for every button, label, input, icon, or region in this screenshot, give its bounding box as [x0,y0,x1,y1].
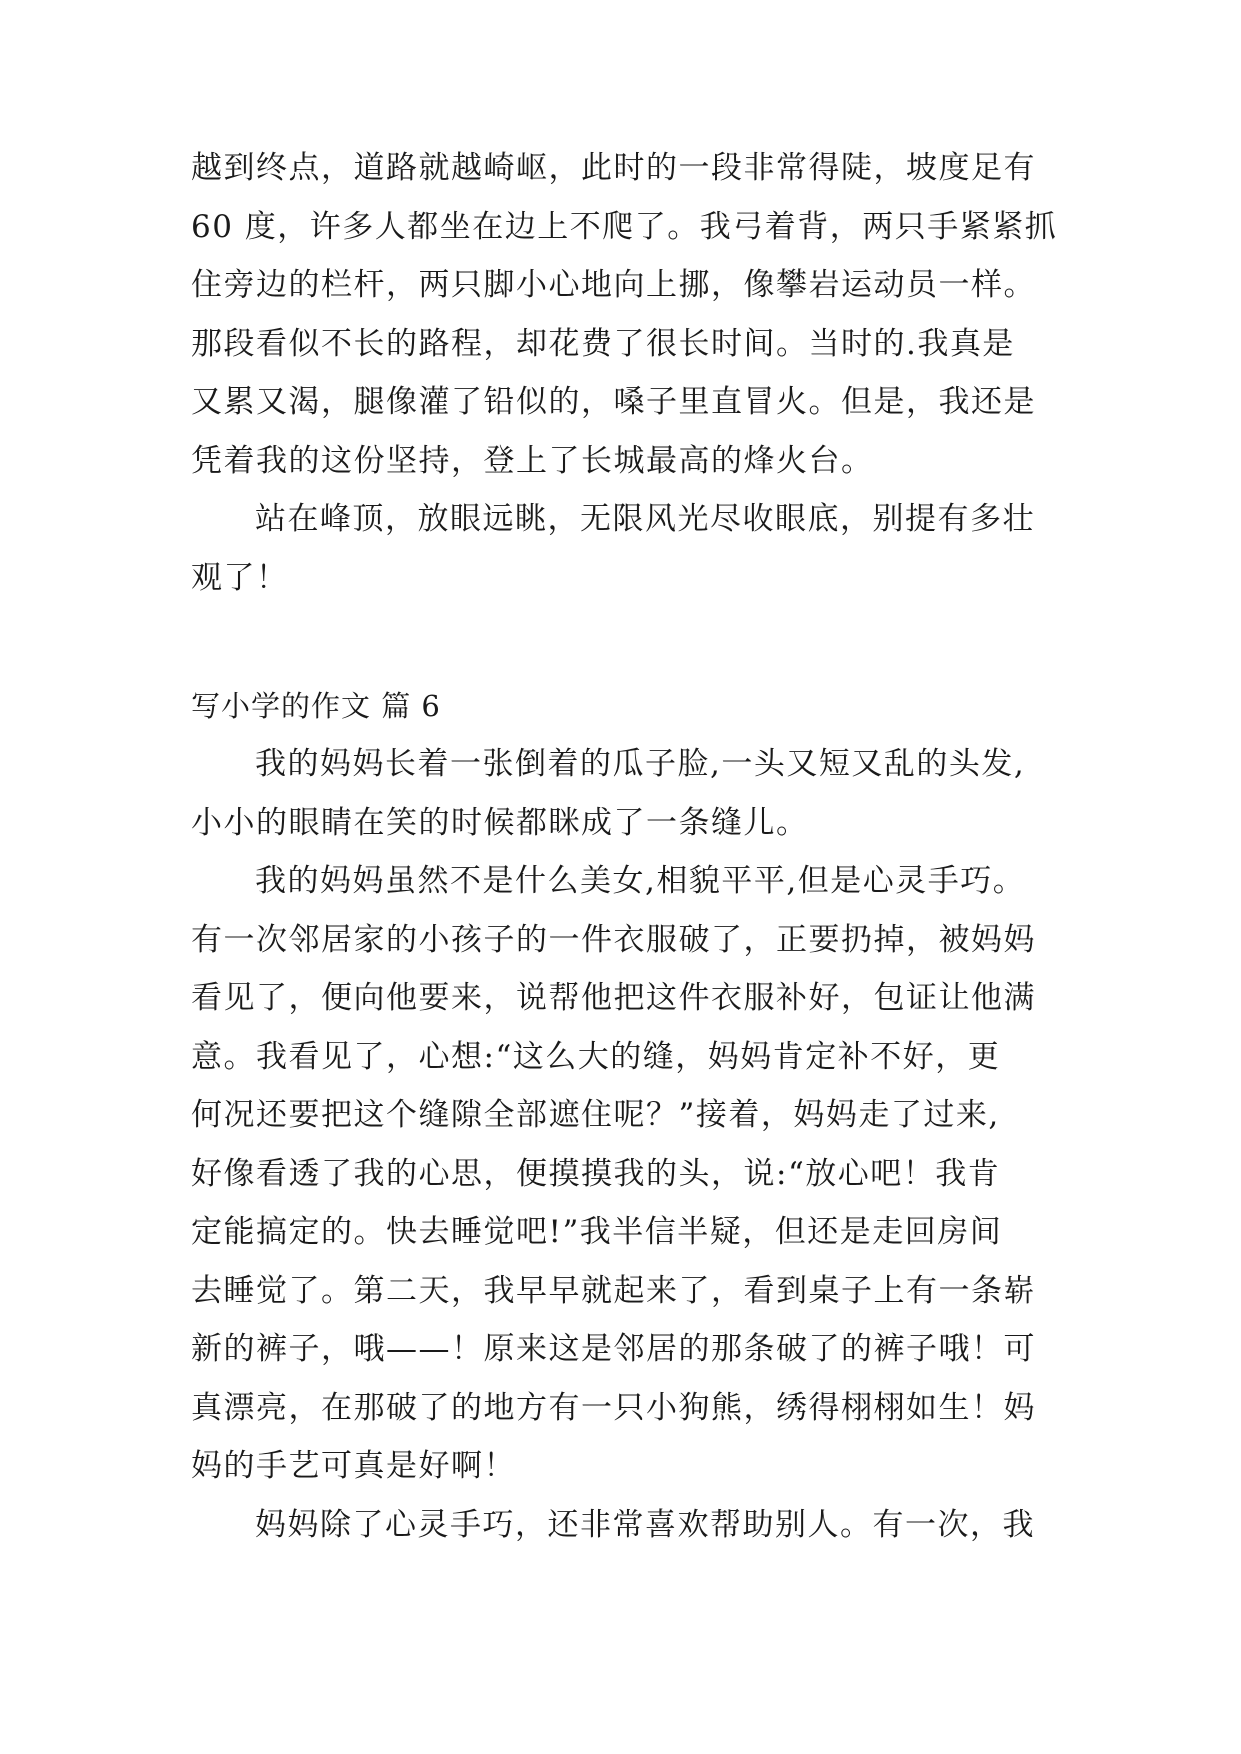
paragraph-line: 去睡觉了。第二天，我早早就起来了，看到桌子上有一条崭 [191,1273,1036,1309]
paragraph-line: 凭着我的这份坚持，登上了长城最高的烽火台。 [191,443,874,479]
paragraph-line: 新的裤子，哦——！原来这是邻居的那条破了的裤子哦！可 [191,1331,1036,1367]
paragraph-line: 站在峰顶，放眼远眺，无限风光尽收眼底，别提有多壮 [255,501,1035,537]
paragraph-line: 观了！ [191,560,289,596]
paragraph-line: 妈妈除了心灵手巧，还非常喜欢帮助别人。有一次，我 [255,1507,1035,1543]
paragraph-line: 意。我看见了，心想:“这么大的缝，妈妈肯定补不好，更 [191,1039,1001,1075]
paragraph-line: 我的妈妈长着一张倒着的瓜子脸,一头又短又乱的头发, [255,746,1026,782]
paragraph-line: 真漂亮，在那破了的地方有一只小狗熊，绣得栩栩如生！妈 [191,1390,1036,1426]
paragraph-line: 又累又渴，腿像灌了铅似的，嗓子里直冒火。但是，我还是 [191,384,1036,420]
paragraph-line: 有一次邻居家的小孩子的一件衣服破了，正要扔掉，被妈妈 [191,922,1036,958]
paragraph-line: 看见了，便向他要来，说帮他把这件衣服补好，包证让他满 [191,980,1036,1016]
paragraph-line: 越到终点，道路就越崎岖，此时的一段非常得陡，坡度足有 [191,150,1036,186]
paragraph-line: 何况还要把这个缝隙全部遮住呢？”接着，妈妈走了过来, [191,1097,1000,1133]
paragraph-line: 那段看似不长的路程，却花费了很长时间。当时的.我真是 [191,326,1015,362]
paragraph-line: 小小的眼睛在笑的时候都眯成了一条缝儿。 [191,805,809,841]
paragraph-line: 60 度，许多人都坐在边上不爬了。我弓着背，两只手紧紧抓 [191,209,1058,245]
section-heading: 写小学的作文 篇 6 [191,689,441,723]
paragraph-line: 定能搞定的。快去睡觉吧!”我半信半疑，但还是走回房间 [191,1214,1003,1250]
paragraph-line: 我的妈妈虽然不是什么美女,相貌平平,但是心灵手巧。 [255,863,1026,899]
paragraph-line: 住旁边的栏杆，两只脚小心地向上挪，像攀岩运动员一样。 [191,267,1036,303]
paragraph-line: 妈的手艺可真是好啊！ [191,1448,516,1484]
paragraph-line: 好像看透了我的心思，便摸摸我的头，说:“放心吧！我肯 [191,1156,1001,1192]
